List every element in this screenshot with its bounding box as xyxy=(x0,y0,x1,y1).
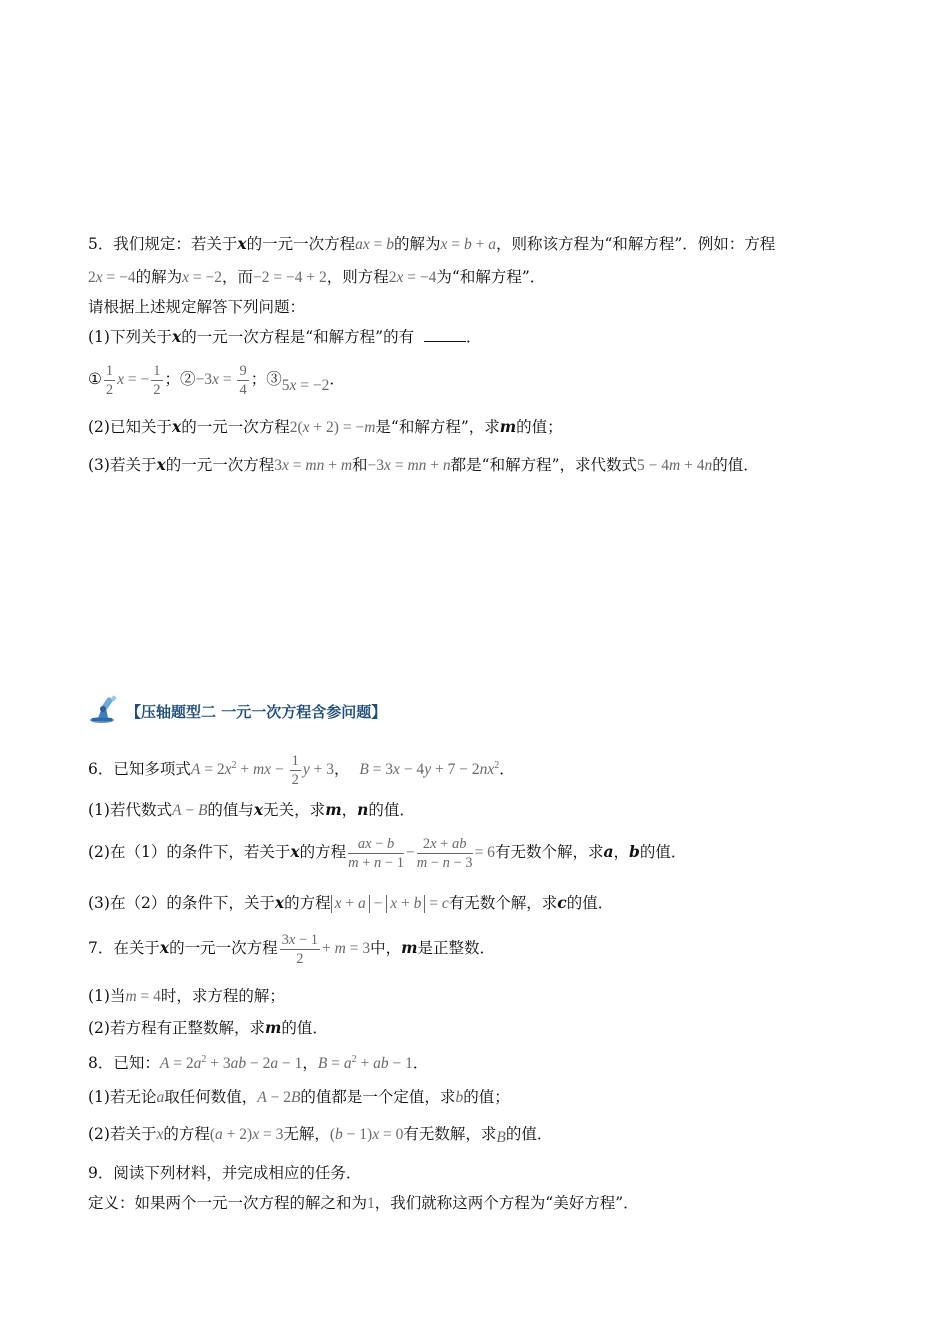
q7-part-1: (1)当m = 4时，求方程的解； xyxy=(88,987,285,1005)
q5-line-2: 2x = −4的解为x = −2，而−2 = −4 + 2，则方程2x = −4为“和解方程”． xyxy=(88,268,546,286)
microscope-icon xyxy=(88,694,124,728)
q5-line-1: 5．我们规定：若关于x的一元一次方程ax = b的解为x = b + a，则称该方程为“和解方程”．例如：方程 xyxy=(88,234,776,253)
q5-options: ① $\frac{1}{2}$ x = − $\frac{1}{2}$ ；②−3x = $\frac{9}{4}$ ；③5x = −2． xyxy=(88,362,345,398)
answer-blank[interactable] xyxy=(424,327,466,342)
q6-part-2: (2)在（1）的条件下，若关于x的方程 $\frac{ax - b}{m + n - 1}$ − $\frac{2x + ab}{m - n - 3}$ = 6有无数个解，求a，b的值． xyxy=(88,835,687,871)
q5-line-3: 请根据上述规定解答下列问题： xyxy=(88,298,306,316)
q8-line-1: 8．已知：$A = 2a^2 + 3ab - 2a - 1$，$B = a^2$ + ab − 1． xyxy=(88,1054,429,1073)
q5-part-1: (1)下列关于x的一元一次方程是“和解方程”的有 ． xyxy=(88,327,482,346)
var-x: x xyxy=(237,234,247,253)
q9-line-2: 定义：如果两个一元一次方程的解之和为1，我们就称这两个方程为“美好方程”． xyxy=(88,1194,639,1212)
q8-part-1: (1)若无论a取任何数值，A − 2B的值都是一个定值，求b的值； xyxy=(88,1088,510,1106)
q8-part-2: (2)若关于x的方程(a + 2)x = 3无解，(b − 1)x = 0有无数解，求B的值． xyxy=(88,1125,553,1146)
q6-line-1: 6．已知多项式$A = 2x^2$ + mx − $\frac{1}{2}$ y + 3， $B = 3x - 4y + 7 - 2nx^2$． xyxy=(88,752,515,788)
section-title: 【压轴题型二 一元一次方程含参问题】 xyxy=(126,702,387,721)
section-header xyxy=(88,694,386,728)
q7-part-2: (2)若方程有正整数解，求m的值． xyxy=(88,1018,328,1037)
q5-part-3: (3)若关于x的一元一次方程3x = mn + m和−3x = mn + n都是“和解方程”，求代数式5 − 4m + 4n的值． xyxy=(88,455,759,474)
q6-part-1: (1)若代数式A − B的值与x无关，求m，n的值． xyxy=(88,800,415,819)
q7-line-1: 7．在关于x的一元一次方程 $\frac{3x - 1}{2}$ + m = 3中，m是正整数． xyxy=(88,931,496,967)
q6-part-3: (3)在（2）的条件下，关于x的方程 x + a − x + b = c有无数个解，求c的值． xyxy=(88,893,614,912)
q9-line-1: 9．阅读下列材料，并完成相应的任务． xyxy=(88,1164,362,1182)
fraction: $\frac{1}{2}$ xyxy=(105,362,114,398)
q5-part-2: (2)已知关于x的一元一次方程2(x + 2) = −m是“和解方程”，求m的值； xyxy=(88,417,563,436)
math: ax xyxy=(355,236,370,253)
